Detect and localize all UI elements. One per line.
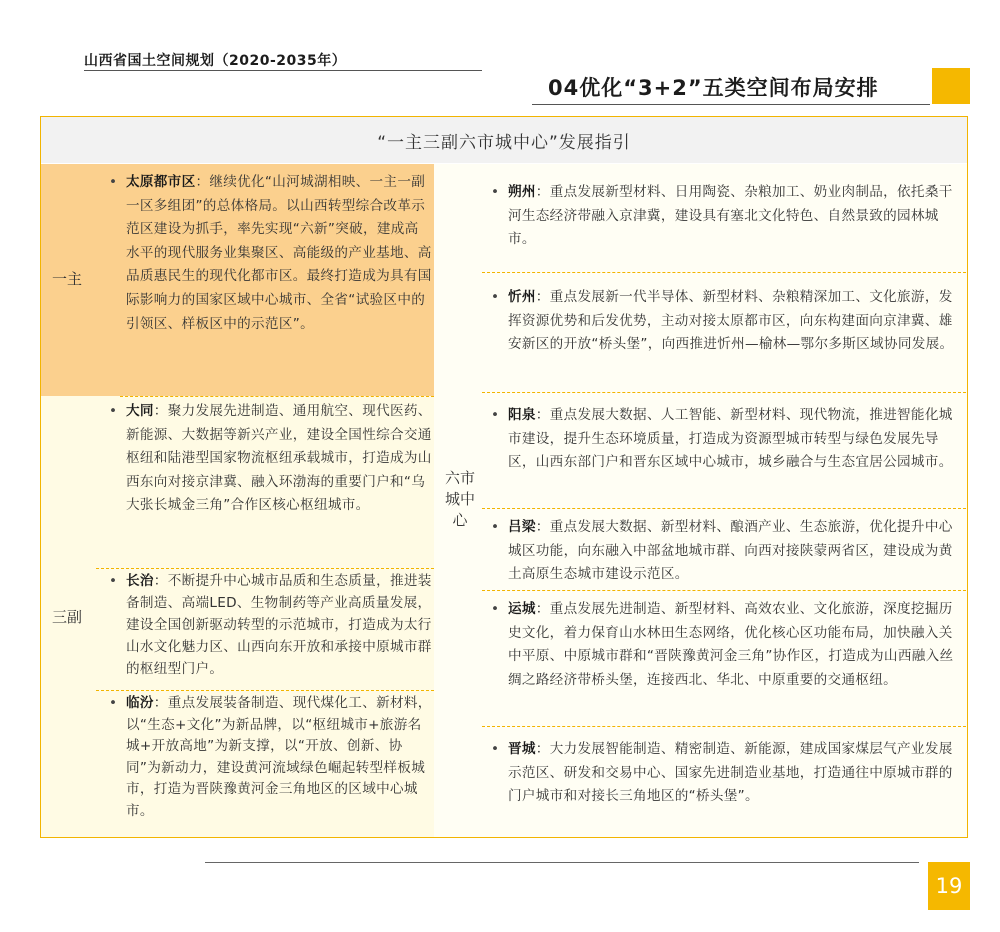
bullet-icon: • <box>491 601 500 617</box>
list-item-lvliang <box>491 516 964 587</box>
separator <box>482 590 966 591</box>
bullet-icon: • <box>109 174 118 190</box>
city-description: ：重点发展先进制造、新型材料、高效农业、文化旅游，深度挖掘历史文化，着力保育山水林田生态网络，优化核心区功能布局，加快融入关中平原、中原城市群和“晋陕豫黄河金三角”协作区，打造成为山西融入丝绸之路经济带桥头堡，连接西北、华北、中原重要的交通枢纽。 <box>508 601 954 688</box>
row-label-main: 一主 <box>52 270 83 288</box>
city-description: ：重点发展新型材料、日用陶瓷、杂粮加工、奶业肉制品，依托桑干河生态经济带融入京津冀，建设具有塞北文化特色、自然景致的园林城市。 <box>508 184 953 248</box>
bullet-icon: • <box>109 695 118 711</box>
bullet-icon: • <box>491 184 500 200</box>
page-number: 19 <box>928 862 970 910</box>
city-description: ：重点发展大数据、新型材料、酿酒产业、生态旅游，优化提升中心城区功能，向东融入中部盆地城市群、向西对接陕蒙两省区，建设成为黄土高原生态城市建设示范区。 <box>508 519 953 583</box>
bullet-icon: • <box>491 741 500 757</box>
city-description: ：不断提升中心城市品质和生态质量，推进装备制造、高端LED、生物制药等产业高质量发展，建设全国创新驱动转型的示范城市，打造成为太行山水文化魅力区、山西向东开放和承接中原城市群的枢纽型门户。 <box>126 573 432 677</box>
header-rule-top <box>84 70 482 71</box>
bullet-icon: • <box>491 407 500 423</box>
bullet-icon: • <box>109 403 118 419</box>
separator <box>482 272 966 273</box>
bullet-icon: • <box>491 519 500 535</box>
city-name: 太原都市区 <box>126 174 196 190</box>
list-item-yuncheng <box>491 598 964 692</box>
footer-rule <box>205 862 919 863</box>
list-item-taiyuan <box>109 171 432 336</box>
separator <box>482 726 966 727</box>
accent-square <box>932 68 970 104</box>
city-description: ：聚力发展先进制造、通用航空、现代医药、新能源、大数据等新兴产业，建设全国性综合交通枢纽和陆港型国家物流枢纽承载城市，打造成为山西东向对接京津冀、融入环渤海的重要门户和“乌大张长城金三角”合作区核心枢纽城市。 <box>126 403 432 514</box>
city-name: 忻州 <box>508 289 536 305</box>
separator <box>96 690 434 691</box>
row-label-sub: 三副 <box>52 608 83 626</box>
list-item-shuozhou <box>491 181 964 252</box>
city-name: 阳泉 <box>508 407 536 423</box>
city-name: 运城 <box>508 601 536 617</box>
city-description: ：继续优化“山河城湖相映、一主一副一区多组团”的总体格局。以山西转型综合改革示范区建设为抓手，率先实现“六新”突破，建成高水平的现代服务业集聚区、高能级的产业基地、高品质惠民生的现代化都市区。最终打造成为具有国际影响力的国家区域中心城市、全省“试验区中的引领区、样板区中的示范区”。 <box>126 174 432 332</box>
city-name: 大同 <box>126 403 154 419</box>
city-description: ：重点发展装备制造、现代煤化工、新材料，以“生态+文化”为新品牌，以“枢纽城市+旅游名城+开放高地”为新支撑，以“开放、创新、协同”为新动力，建设黄河流域绿色崛起转型样板城市，打造为晋陕豫黄河金三角地区的区域中心城市。 <box>126 695 432 819</box>
separator <box>482 392 966 393</box>
row-label-six: 六市城中心 <box>444 469 475 529</box>
city-name: 长治 <box>126 573 154 589</box>
section-title: 04优化“3+2”五类空间布局安排 <box>548 76 879 100</box>
list-item-changzhi <box>109 570 432 680</box>
separator <box>96 568 434 569</box>
city-name: 朔州 <box>508 184 536 200</box>
header-rule-bottom <box>532 104 930 105</box>
list-item-xinzhou <box>491 286 964 357</box>
separator <box>482 508 966 509</box>
document-subtitle: 山西省国土空间规划（2020-2035年） <box>84 53 347 69</box>
city-name: 临汾 <box>126 695 154 711</box>
city-name: 吕梁 <box>508 519 536 535</box>
city-name: 晋城 <box>508 741 536 757</box>
city-description: ：重点发展大数据、人工智能、新型材料、现代物流，推进智能化城市建设，提升生态环境质量，打造成为资源型城市转型与绿色发展先导区，山西东部门户和晋东区域中心城市，城乡融合与生态宜居公园城市。 <box>508 407 953 471</box>
bullet-icon: • <box>491 289 500 305</box>
table-title: “一主三副六市城中心”发展指引 <box>41 117 967 163</box>
city-description: ：重点发展新一代半导体、新型材料、杂粮精深加工、文化旅游，发挥资源优势和后发优势，主动对接太原都市区，向东构建面向京津冀、雄安新区的开放“桥头堡”，向西推进忻州—榆林—鄂尔多斯区域协同发展。 <box>508 289 954 353</box>
city-description: ：大力发展智能制造、精密制造、新能源，建成国家煤层气产业发展示范区、研发和交易中心、国家先进制造业基地，打造通往中原城市群的门户城市和对接长三角地区的“桥头堡”。 <box>508 741 953 805</box>
list-item-jincheng <box>491 738 964 809</box>
bullet-icon: • <box>109 573 118 589</box>
separator <box>120 396 434 397</box>
list-item-linfen <box>109 693 432 822</box>
list-item-yangquan <box>491 404 964 475</box>
list-item-datong <box>109 400 432 518</box>
